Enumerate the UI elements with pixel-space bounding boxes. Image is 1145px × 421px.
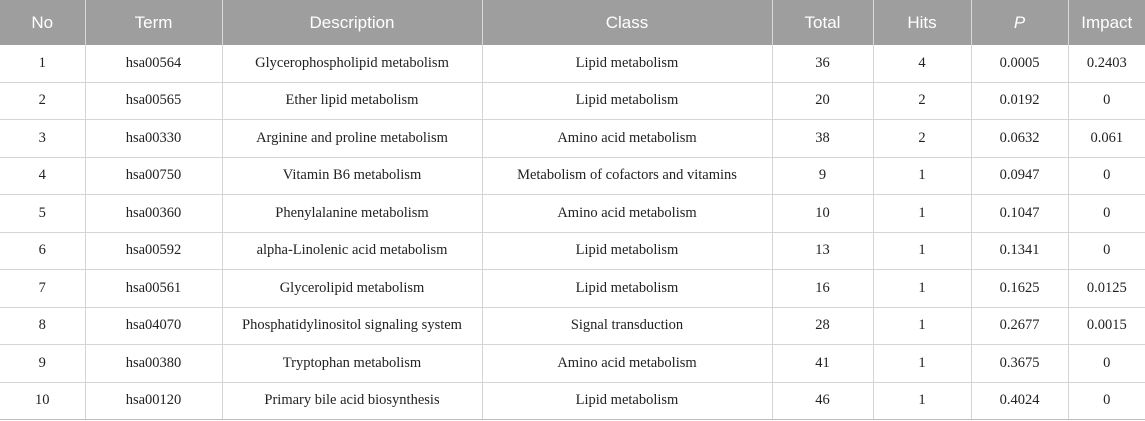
cell-impact: 0: [1068, 195, 1145, 233]
cell-description: Glycerophospholipid metabolism: [222, 45, 482, 82]
cell-term: hsa00380: [85, 345, 222, 383]
cell-p-value: 0.0947: [971, 157, 1068, 195]
cell-p-value: 0.1625: [971, 270, 1068, 308]
header-class: Class: [482, 0, 772, 45]
cell-hits: 2: [873, 82, 971, 120]
cell-p-value: 0.1047: [971, 195, 1068, 233]
cell-total: 13: [772, 232, 873, 270]
cell-p-value: 0.0632: [971, 120, 1068, 158]
table-header: [0, 0, 1145, 45]
cell-total: 41: [772, 345, 873, 383]
cell-no: 5: [0, 195, 85, 233]
cell-description: alpha-Linolenic acid metabolism: [222, 232, 482, 270]
table-row: [0, 307, 1145, 345]
cell-impact: 0: [1068, 82, 1145, 120]
cell-total: 28: [772, 307, 873, 345]
header-impact: Impact: [1068, 0, 1145, 45]
header-p-value: P: [971, 0, 1068, 45]
cell-class: Amino acid metabolism: [482, 120, 772, 158]
table-row: [0, 82, 1145, 120]
cell-term: hsa00120: [85, 382, 222, 420]
cell-class: Lipid metabolism: [482, 270, 772, 308]
cell-term: hsa00750: [85, 157, 222, 195]
cell-total: 20: [772, 82, 873, 120]
cell-description: Arginine and proline metabolism: [222, 120, 482, 158]
header-no: No: [0, 0, 85, 45]
cell-impact: 0: [1068, 345, 1145, 383]
table-row: [0, 232, 1145, 270]
cell-term: hsa00330: [85, 120, 222, 158]
cell-description: Phosphatidylinositol signaling system: [222, 307, 482, 345]
cell-no: 10: [0, 382, 85, 420]
table-row: [0, 382, 1145, 420]
table-row: [0, 270, 1145, 308]
cell-term: hsa04070: [85, 307, 222, 345]
cell-hits: 1: [873, 157, 971, 195]
header-total: Total: [772, 0, 873, 45]
cell-hits: 1: [873, 270, 971, 308]
header-description: Description: [222, 0, 482, 45]
cell-p-value: 0.1341: [971, 232, 1068, 270]
cell-description: Ether lipid metabolism: [222, 82, 482, 120]
cell-description: Tryptophan metabolism: [222, 345, 482, 383]
cell-class: Signal transduction: [482, 307, 772, 345]
cell-impact: 0.0125: [1068, 270, 1145, 308]
table-row: [0, 157, 1145, 195]
cell-impact: 0.2403: [1068, 45, 1145, 82]
cell-no: 8: [0, 307, 85, 345]
cell-class: Lipid metabolism: [482, 232, 772, 270]
cell-hits: 1: [873, 232, 971, 270]
cell-term: hsa00564: [85, 45, 222, 82]
cell-no: 9: [0, 345, 85, 383]
header-hits: Hits: [873, 0, 971, 45]
cell-class: Amino acid metabolism: [482, 345, 772, 383]
table-body: [0, 45, 1145, 420]
cell-description: Primary bile acid biosynthesis: [222, 382, 482, 420]
cell-hits: 1: [873, 307, 971, 345]
cell-no: 2: [0, 82, 85, 120]
cell-total: 38: [772, 120, 873, 158]
cell-no: 3: [0, 120, 85, 158]
cell-p-value: 0.0005: [971, 45, 1068, 82]
cell-hits: 4: [873, 45, 971, 82]
cell-term: hsa00592: [85, 232, 222, 270]
cell-hits: 1: [873, 195, 971, 233]
cell-total: 36: [772, 45, 873, 82]
cell-term: hsa00565: [85, 82, 222, 120]
header-term: Term: [85, 0, 222, 45]
cell-no: 1: [0, 45, 85, 82]
cell-no: 4: [0, 157, 85, 195]
cell-impact: 0: [1068, 232, 1145, 270]
header-row: [0, 0, 1145, 45]
cell-class: Amino acid metabolism: [482, 195, 772, 233]
cell-total: 16: [772, 270, 873, 308]
cell-description: Glycerolipid metabolism: [222, 270, 482, 308]
cell-class: Lipid metabolism: [482, 382, 772, 420]
cell-term: hsa00360: [85, 195, 222, 233]
cell-class: Metabolism of cofactors and vitamins: [482, 157, 772, 195]
cell-no: 6: [0, 232, 85, 270]
cell-impact: 0: [1068, 382, 1145, 420]
cell-no: 7: [0, 270, 85, 308]
cell-hits: 2: [873, 120, 971, 158]
cell-total: 9: [772, 157, 873, 195]
cell-hits: 1: [873, 382, 971, 420]
cell-impact: 0.0015: [1068, 307, 1145, 345]
table-row: [0, 45, 1145, 82]
cell-hits: 1: [873, 345, 971, 383]
cell-impact: 0.061: [1068, 120, 1145, 158]
table-row: [0, 195, 1145, 233]
cell-description: Vitamin B6 metabolism: [222, 157, 482, 195]
cell-class: Lipid metabolism: [482, 45, 772, 82]
table-row: [0, 345, 1145, 383]
table-row: [0, 120, 1145, 158]
cell-impact: 0: [1068, 157, 1145, 195]
cell-description: Phenylalanine metabolism: [222, 195, 482, 233]
cell-term: hsa00561: [85, 270, 222, 308]
cell-class: Lipid metabolism: [482, 82, 772, 120]
cell-total: 10: [772, 195, 873, 233]
cell-p-value: 0.3675: [971, 345, 1068, 383]
cell-p-value: 0.0192: [971, 82, 1068, 120]
cell-p-value: 0.2677: [971, 307, 1068, 345]
cell-p-value: 0.4024: [971, 382, 1068, 420]
cell-total: 46: [772, 382, 873, 420]
